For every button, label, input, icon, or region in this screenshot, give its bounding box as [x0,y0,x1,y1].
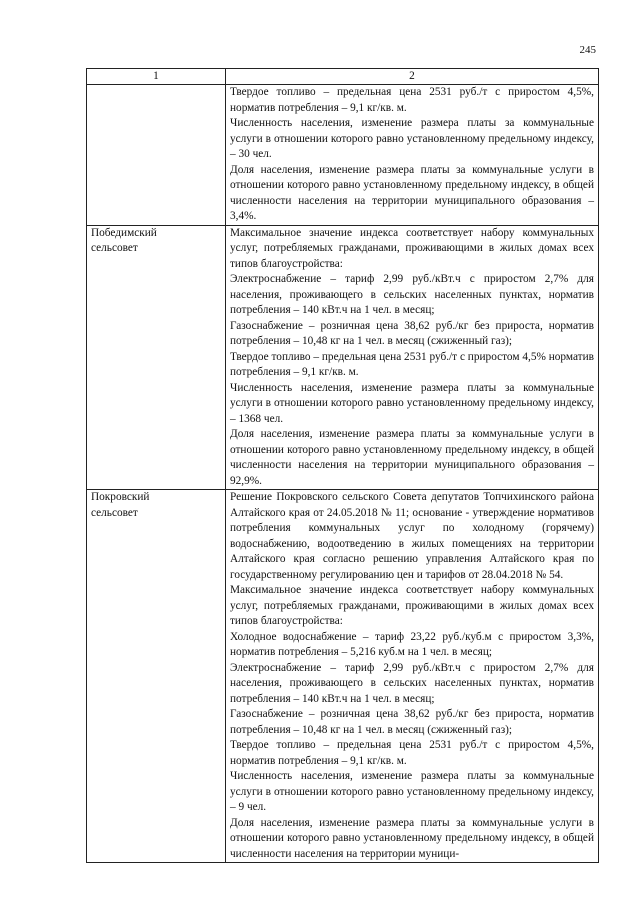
municipality-name-line: сельсовет [91,242,138,254]
description-cell [226,490,599,863]
municipality-name-cell [87,490,226,863]
municipality-name-cell [87,85,226,226]
description-cell [226,85,599,226]
table-row [87,85,599,226]
paragraph: Электроснабжение – тариф 2,99 руб./кВт.ч с приростом 2,7% для населения, проживающего в сельских населенных пунктах, норматив потребления – 140 кВт.ч на 1 чел. в месяц; [230,273,594,316]
paragraph: Твердое топливо – предельная цена 2531 руб./т с приростом 4,5% норматив потребления – 9,1 кг/кв. м. [230,350,594,378]
paragraph: Доля населения, изменение размера платы за коммунальные услуги в отношении которого равно установленному предельному индексу, в общей численности населения на территории муниципального образования – 92,9%. [230,428,594,487]
municipality-name-line: Победимский [91,226,157,239]
paragraph: Численность населения, изменение размера платы за коммунальные услуги в отношении которого равно установленному предельному индексу, – 30 чел. [230,117,594,160]
paragraph: Численность населения, изменение размера платы за коммунальные услуги в отношении которого равно установленному предельному индексу, – 9 чел. [230,770,594,813]
paragraph: Твердое топливо – предельная цена 2531 руб./т с приростом 4,5%, норматив потребления – 9,1 кг/кв. м. [230,86,594,114]
paragraph: Электроснабжение – тариф 2,99 руб./кВт.ч с приростом 2,7% для населения, проживающего в сельских населенных пунктах, норматив потребления – 140 кВт.ч на 1 чел. в месяц; [230,661,594,705]
municipality-name-line: сельсовет [91,506,138,519]
paragraph: Решение Покровского сельского Совета депутатов Топчихинского района Алтайского края от 24.05.2018 № 11; основание - утверждение нормативов потребления коммунальных услуг по холодному (горячему) водоснабжению, водоотведению в жилых помещениях на территории Алтайского края согласно решению управления Алтайского края по государственному регулированию цен и тарифов от 28.04.2018 № 54. [230,491,594,581]
paragraph: Доля населения, изменение размера платы за коммунальные услуги в отношении которого равно установленному предельному индексу, в общей численности населения на территории муниципального образования – 3,4%. [230,163,594,222]
page-number: 245 [579,44,596,56]
paragraph: Доля населения, изменение размера платы за коммунальные услуги в отношении которого равно установленному предельному индексу, в общей численности населения на территории муници- [230,816,594,860]
column-header-1: 1 [87,69,226,85]
column-header-2: 2 [226,69,599,85]
paragraph: Твердое топливо – предельная цена 2531 руб./т с приростом 4,5%, норматив потребления – 9,1 кг/кв. м. [230,739,594,767]
municipality-name-cell [87,225,226,490]
table-header-row [87,69,599,85]
description-cell [226,225,599,490]
table-row [87,490,599,863]
paragraph: Максимальное значение индекса соответствует набору коммунальных услуг, потребляемых гражданами, проживающими в жилых домах всех типов благоустройства: [230,226,594,270]
table-row [87,225,599,490]
municipality-name-line: Покровский [91,491,150,503]
paragraph: Газоснабжение – розничная цена 38,62 руб./кг без прироста, норматив потребления – 10,48 кг на 1 чел. в месяц (сжиженный газ); [230,708,594,736]
paragraph: Холодное водоснабжение – тариф 23,22 руб./куб.м с приростом 3,3%, норматив потребления – 5,216 куб.м на 1 чел. в месяц; [230,630,594,658]
tariff-table [86,68,599,863]
paragraph: Газоснабжение – розничная цена 38,62 руб./кг без прироста, норматив потребления – 10,48 кг на 1 чел. в месяц (сжиженный газ); [230,319,594,347]
paragraph: Максимальное значение индекса соответствует набору коммунальных услуг, потребляемых гражданами, проживающими в жилых домах всех типов благоустройства: [230,584,594,627]
paragraph: Численность населения, изменение размера платы за коммунальные услуги в отношении которого равно установленному предельному индексу, – 1368 чел. [230,381,594,425]
